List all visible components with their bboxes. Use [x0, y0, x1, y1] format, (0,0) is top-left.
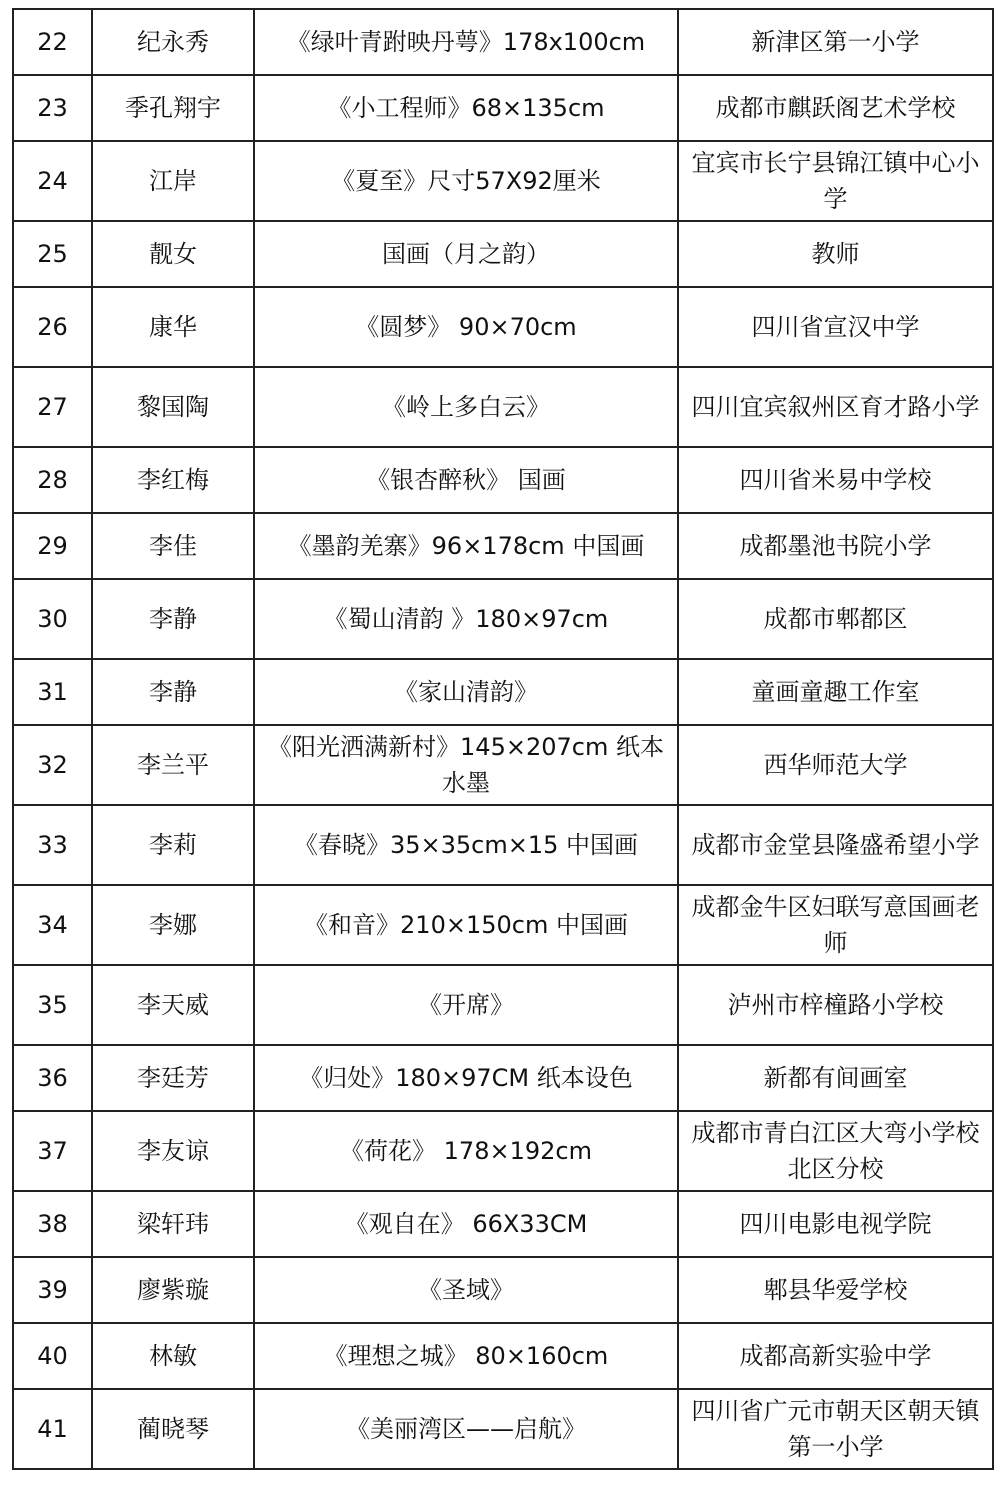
- affiliation: 四川省宣汉中学: [678, 287, 993, 367]
- row-number: 40: [13, 1323, 92, 1389]
- artist-name: 康华: [92, 287, 254, 367]
- artist-name: 江岸: [92, 141, 254, 221]
- affiliation: 泸州市梓橦路小学校: [678, 965, 993, 1045]
- row-number: 39: [13, 1257, 92, 1323]
- artist-name: 纪永秀: [92, 9, 254, 75]
- artwork-title: 《家山清韵》: [254, 659, 678, 725]
- artist-name: 李红梅: [92, 447, 254, 513]
- row-number: 23: [13, 75, 92, 141]
- artist-name: 黎国陶: [92, 367, 254, 447]
- artwork-title: 《美丽湾区——启航》: [254, 1389, 678, 1469]
- affiliation: 成都市金堂县隆盛希望小学: [678, 805, 993, 885]
- table-row: [13, 513, 993, 579]
- row-number: 27: [13, 367, 92, 447]
- affiliation: 成都市郫都区: [678, 579, 993, 659]
- row-number: 25: [13, 221, 92, 287]
- affiliation: 四川省米易中学校: [678, 447, 993, 513]
- artist-name: 靓女: [92, 221, 254, 287]
- affiliation: 四川宜宾叙州区育才路小学: [678, 367, 993, 447]
- artwork-title: 《岭上多白云》: [254, 367, 678, 447]
- row-number: 41: [13, 1389, 92, 1469]
- artist-name: 李娜: [92, 885, 254, 965]
- artist-name: 李兰平: [92, 725, 254, 805]
- artist-name: 林敏: [92, 1323, 254, 1389]
- artist-name: 蔺晓琴: [92, 1389, 254, 1469]
- row-number: 37: [13, 1111, 92, 1191]
- entry-list-sheet: [12, 8, 992, 1470]
- artwork-title: 《圆梦》 90×70cm: [254, 287, 678, 367]
- affiliation: 四川电影电视学院: [678, 1191, 993, 1257]
- table-row: [13, 221, 993, 287]
- affiliation: 教师: [678, 221, 993, 287]
- affiliation: 成都金牛区妇联写意国画老师: [678, 885, 993, 965]
- affiliation: 成都市青白江区大弯小学校北区分校: [678, 1111, 993, 1191]
- artwork-title: 《圣域》: [254, 1257, 678, 1323]
- row-number: 26: [13, 287, 92, 367]
- affiliation: 成都高新实验中学: [678, 1323, 993, 1389]
- row-number: 24: [13, 141, 92, 221]
- artwork-title: 《观自在》 66X33CM: [254, 1191, 678, 1257]
- affiliation: 新津区第一小学: [678, 9, 993, 75]
- artwork-title: 《归处》180×97CM 纸本设色: [254, 1045, 678, 1111]
- artwork-title: 《银杏醉秋》 国画: [254, 447, 678, 513]
- affiliation: 童画童趣工作室: [678, 659, 993, 725]
- affiliation: 西华师范大学: [678, 725, 993, 805]
- entry-table: [12, 8, 994, 1470]
- table-row: [13, 367, 993, 447]
- table-row: [13, 75, 993, 141]
- artwork-title: 《夏至》尺寸57X92厘米: [254, 141, 678, 221]
- artwork-title: 《春晓》35×35cm×15 中国画: [254, 805, 678, 885]
- affiliation: 宜宾市长宁县锦江镇中心小学: [678, 141, 993, 221]
- table-row: [13, 579, 993, 659]
- table-row: [13, 447, 993, 513]
- affiliation: 成都市麒跃阁艺术学校: [678, 75, 993, 141]
- row-number: 28: [13, 447, 92, 513]
- row-number: 31: [13, 659, 92, 725]
- row-number: 22: [13, 9, 92, 75]
- table-row: [13, 1389, 993, 1469]
- artwork-title: 《和音》210×150cm 中国画: [254, 885, 678, 965]
- artist-name: 梁轩玮: [92, 1191, 254, 1257]
- artwork-title: 《阳光洒满新村》145×207cm 纸本水墨: [254, 725, 678, 805]
- artwork-title: 《开席》: [254, 965, 678, 1045]
- artist-name: 李廷芳: [92, 1045, 254, 1111]
- row-number: 33: [13, 805, 92, 885]
- table-row: [13, 1045, 993, 1111]
- artwork-title: 《荷花》 178×192cm: [254, 1111, 678, 1191]
- artwork-title: 《理想之城》 80×160cm: [254, 1323, 678, 1389]
- table-row: [13, 885, 993, 965]
- artist-name: 李莉: [92, 805, 254, 885]
- table-row: [13, 141, 993, 221]
- row-number: 36: [13, 1045, 92, 1111]
- row-number: 30: [13, 579, 92, 659]
- artwork-title: 国画（月之韵）: [254, 221, 678, 287]
- table-row: [13, 1111, 993, 1191]
- entry-table-body: [13, 9, 993, 1469]
- artwork-title: 《小工程师》68×135cm: [254, 75, 678, 141]
- table-row: [13, 805, 993, 885]
- artist-name: 李友谅: [92, 1111, 254, 1191]
- artist-name: 李天威: [92, 965, 254, 1045]
- row-number: 38: [13, 1191, 92, 1257]
- artwork-title: 《绿叶青跗映丹萼》178x100cm: [254, 9, 678, 75]
- artwork-title: 《墨韵羌寨》96×178cm 中国画: [254, 513, 678, 579]
- artist-name: 廖紫璇: [92, 1257, 254, 1323]
- table-row: [13, 1323, 993, 1389]
- row-number: 35: [13, 965, 92, 1045]
- artwork-title: 《蜀山清韵 》180×97cm: [254, 579, 678, 659]
- artist-name: 李静: [92, 579, 254, 659]
- table-row: [13, 287, 993, 367]
- table-row: [13, 659, 993, 725]
- artist-name: 李静: [92, 659, 254, 725]
- table-row: [13, 1257, 993, 1323]
- affiliation: 新都有间画室: [678, 1045, 993, 1111]
- row-number: 32: [13, 725, 92, 805]
- affiliation: 成都墨池书院小学: [678, 513, 993, 579]
- artist-name: 李佳: [92, 513, 254, 579]
- table-row: [13, 965, 993, 1045]
- affiliation: 四川省广元市朝天区朝天镇第一小学: [678, 1389, 993, 1469]
- table-row: [13, 1191, 993, 1257]
- row-number: 29: [13, 513, 92, 579]
- affiliation: 郫县华爱学校: [678, 1257, 993, 1323]
- table-row: [13, 9, 993, 75]
- table-row: [13, 725, 993, 805]
- artist-name: 季孔翔宇: [92, 75, 254, 141]
- row-number: 34: [13, 885, 92, 965]
